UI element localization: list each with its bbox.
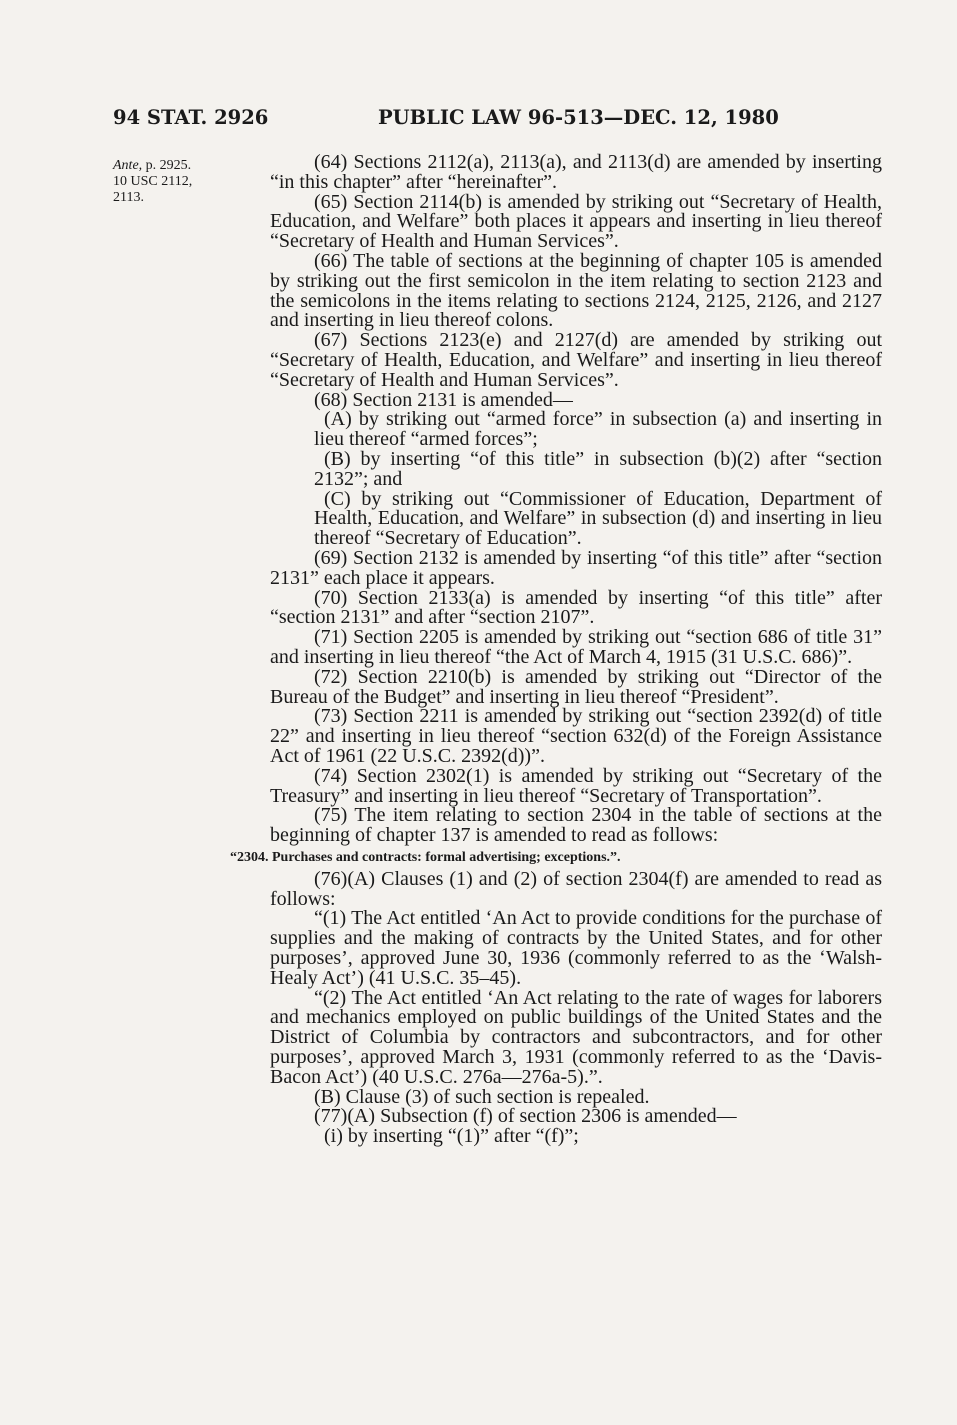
- quoted-clause-2: “(2) The Act entitled ‘An Act relating to the rate of wages for laborers and mechanics employed on public buildings of the United States and the District of Columbia by contractors and subcontractors, and for other purposes’, approved March 3, 1931 (commonly referred to as the ‘Davis-Bacon Act’) (40 U.S.C. 276a—276a-5).”.: [270, 986, 882, 1088]
- paragraph-67: (67) Sections 2123(e) and 2127(d) are amended by striking out “Secretary of Health, Education, and Welfare” and inserting in lieu thereof “Secretary of Health and Human Services”.: [270, 329, 882, 391]
- statute-page-number: 94 STAT. 2926: [113, 106, 269, 129]
- paragraph-73: (73) Section 2211 is amended by striking out “section 2392(d) of title 22” and inserting in lieu thereof “section 632(d) of the Foreign Assistance Act of 1961 (22 U.S.C. 2392(d))”.: [270, 705, 882, 767]
- margin-note-ante: Ante,: [113, 158, 143, 173]
- clause-68-b: (B) by inserting “of this title” in subsection (b)(2) after “section 2132”; and: [314, 447, 882, 490]
- paragraph-65: (65) Section 2114(b) is amended by striking out “Secretary of Health, Education, and Welfare” both places it appears and inserting in lieu thereof “Secretary of Health and Human Services”.: [270, 190, 882, 253]
- paragraph-66: (66) The table of sections at the beginning of chapter 105 is amended by striking out the first semicolon in the item relating to section 2123 and the semicolons in the items relating to sections 2124, 2125, 2126, and 2127 and inserting in lieu thereof colons.: [270, 249, 882, 332]
- paragraph-75: (75) The item relating to section 2304 in the table of sections at the beginning of chapter 137 is amended to read as follows:: [270, 804, 882, 847]
- clause-68-c: (C) by striking out “Commissioner of Education, Department of Health, Education, and Welfare” in subsection (d) and inserting in lieu thereof “Secretary of Education”.: [314, 487, 882, 550]
- margin-note-sections: 2113.: [113, 190, 144, 205]
- paragraph-71: (71) Section 2205 is amended by striking out “section 686 of title 31” and inserting in lieu thereof “the Act of March 4, 1915 (31 U.S.C. 686)”.: [270, 626, 882, 668]
- section-2304-item: “2304. Purchases and contracts: formal advertising; exceptions.”.: [230, 849, 621, 865]
- paragraph-64: (64) Sections 2112(a), 2113(a), and 2113(d) are amended by inserting “in this chapter” after “hereinafter”.: [270, 151, 882, 193]
- clause-68-a: (A) by striking out “armed force” in subsection (a) and inserting in lieu thereof “armed forces”;: [314, 408, 882, 451]
- paragraph-72: (72) Section 2210(b) is amended by striking out “Director of the Bureau of the Budget” and inserting in lieu thereof “President”.: [270, 665, 882, 708]
- margin-note-usc: 10 USC 2112,: [113, 174, 193, 189]
- paragraph-74: (74) Section 2302(1) is amended by striking out “Secretary of the Treasury” and inserting in lieu thereof “Secretary of Transportation”.: [270, 764, 882, 807]
- public-law-title: PUBLIC LAW 96-513—DEC. 12, 1980: [378, 106, 779, 129]
- paragraph-69: (69) Section 2132 is amended by inserting “of this title” after “section 2131” each place it appears.: [270, 546, 882, 589]
- margin-note-ante-page: p. 2925.: [142, 158, 192, 173]
- margin-note: [113, 158, 253, 206]
- paragraph-76b: (B) Clause (3) of such section is repealed.: [314, 1085, 650, 1108]
- quoted-clause-1: “(1) The Act entitled ‘An Act to provide conditions for the purchase of supplies and the making of contracts by the United States, and for other purposes’, approved June 30, 1936 (commonly referred to as the ‘Walsh-Healy Act’) (41 U.S.C. 35–45).: [270, 907, 882, 989]
- clause-77-a-i: (i) by inserting “(1)” after “(f)”;: [324, 1125, 579, 1148]
- page-header: [113, 106, 873, 136]
- paragraph-77a: (77)(A) Subsection (f) of section 2306 is amended—: [314, 1105, 737, 1128]
- paragraph-68: (68) Section 2131 is amended—: [314, 388, 573, 411]
- paragraph-76a: (76)(A) Clauses (1) and (2) of section 2304(f) are amended to read as follows:: [270, 867, 882, 910]
- paragraph-70: (70) Section 2133(a) is amended by inserting “of this title” after “section 2131” and after “section 2107”.: [270, 586, 882, 629]
- document-body: [230, 151, 882, 1148]
